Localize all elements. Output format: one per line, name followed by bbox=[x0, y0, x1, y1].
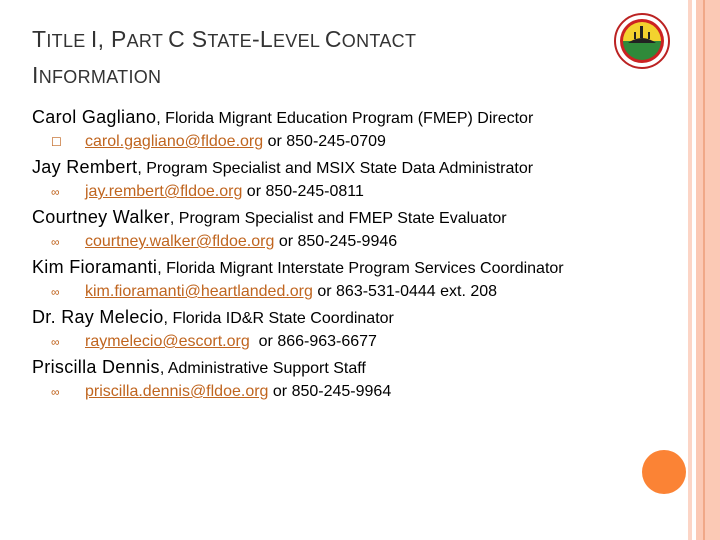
email-link[interactable]: kim.fioramanti@heartlanded.org bbox=[85, 283, 313, 300]
contact-role: , Program Specialist and MSIX State Data Administrator bbox=[137, 160, 534, 177]
email-link[interactable]: courtney.walker@fldoe.org bbox=[85, 233, 275, 250]
email-link[interactable]: raymelecio@escort.org bbox=[85, 333, 250, 350]
email-link[interactable]: priscilla.dennis@fldoe.org bbox=[85, 383, 269, 400]
contact-name: Carol Gagliano bbox=[32, 107, 157, 127]
contact-name: Kim Fioramanti bbox=[32, 257, 158, 277]
contact-name: Courtney Walker bbox=[32, 207, 170, 227]
contact-item bbox=[32, 255, 680, 305]
contact-name: Jay Rembert bbox=[32, 157, 138, 177]
contact-name: Priscilla Dennis bbox=[32, 357, 160, 377]
contact-role: , Florida Migrant Interstate Program Services Coordinator bbox=[157, 260, 564, 277]
bullet-icon: ☐ bbox=[51, 135, 62, 149]
decor-stripe bbox=[696, 0, 720, 540]
bullet-icon: ∞ bbox=[51, 185, 60, 199]
bullet-icon: ∞ bbox=[51, 335, 60, 349]
email-link[interactable]: carol.gagliano@fldoe.org bbox=[85, 133, 264, 150]
contact-role: , Program Specialist and FMEP State Evaluator bbox=[169, 210, 507, 227]
phone: or 866-963-6677 bbox=[249, 333, 377, 350]
contact-item bbox=[32, 355, 680, 405]
decor-stripe bbox=[688, 0, 692, 540]
bullet-icon: ∞ bbox=[51, 285, 60, 299]
contact-item bbox=[32, 205, 680, 255]
contact-list bbox=[32, 105, 680, 405]
slide-title: TITLE I, PART C STATE-LEVEL CONTACT INFORMATION bbox=[32, 26, 417, 88]
fmep-logo bbox=[614, 13, 670, 69]
decor-circle bbox=[642, 450, 686, 494]
bullet-icon: ∞ bbox=[51, 235, 60, 249]
contact-item bbox=[32, 105, 680, 155]
phone: or 850-245-0811 bbox=[242, 183, 364, 200]
phone: or 850-245-9946 bbox=[274, 233, 398, 250]
email-link[interactable]: jay.rembert@fldoe.org bbox=[85, 183, 243, 200]
contact-name: Dr. Ray Melecio bbox=[32, 307, 164, 327]
decor-stripe bbox=[703, 0, 705, 540]
contact-item bbox=[32, 305, 680, 355]
bullet-icon: ∞ bbox=[51, 385, 60, 399]
phone: or 850-245-9964 bbox=[268, 383, 392, 400]
phone: or 850-245-0709 bbox=[263, 133, 386, 150]
contact-role: , Florida ID&R State Coordinator bbox=[163, 310, 394, 327]
contact-role: , Administrative Support Staff bbox=[159, 360, 366, 377]
phone: or 863-531-0444 ext. 208 bbox=[312, 283, 498, 300]
contact-role: , Florida Migrant Education Program (FMEP) Director bbox=[156, 110, 534, 127]
contact-item bbox=[32, 155, 680, 205]
